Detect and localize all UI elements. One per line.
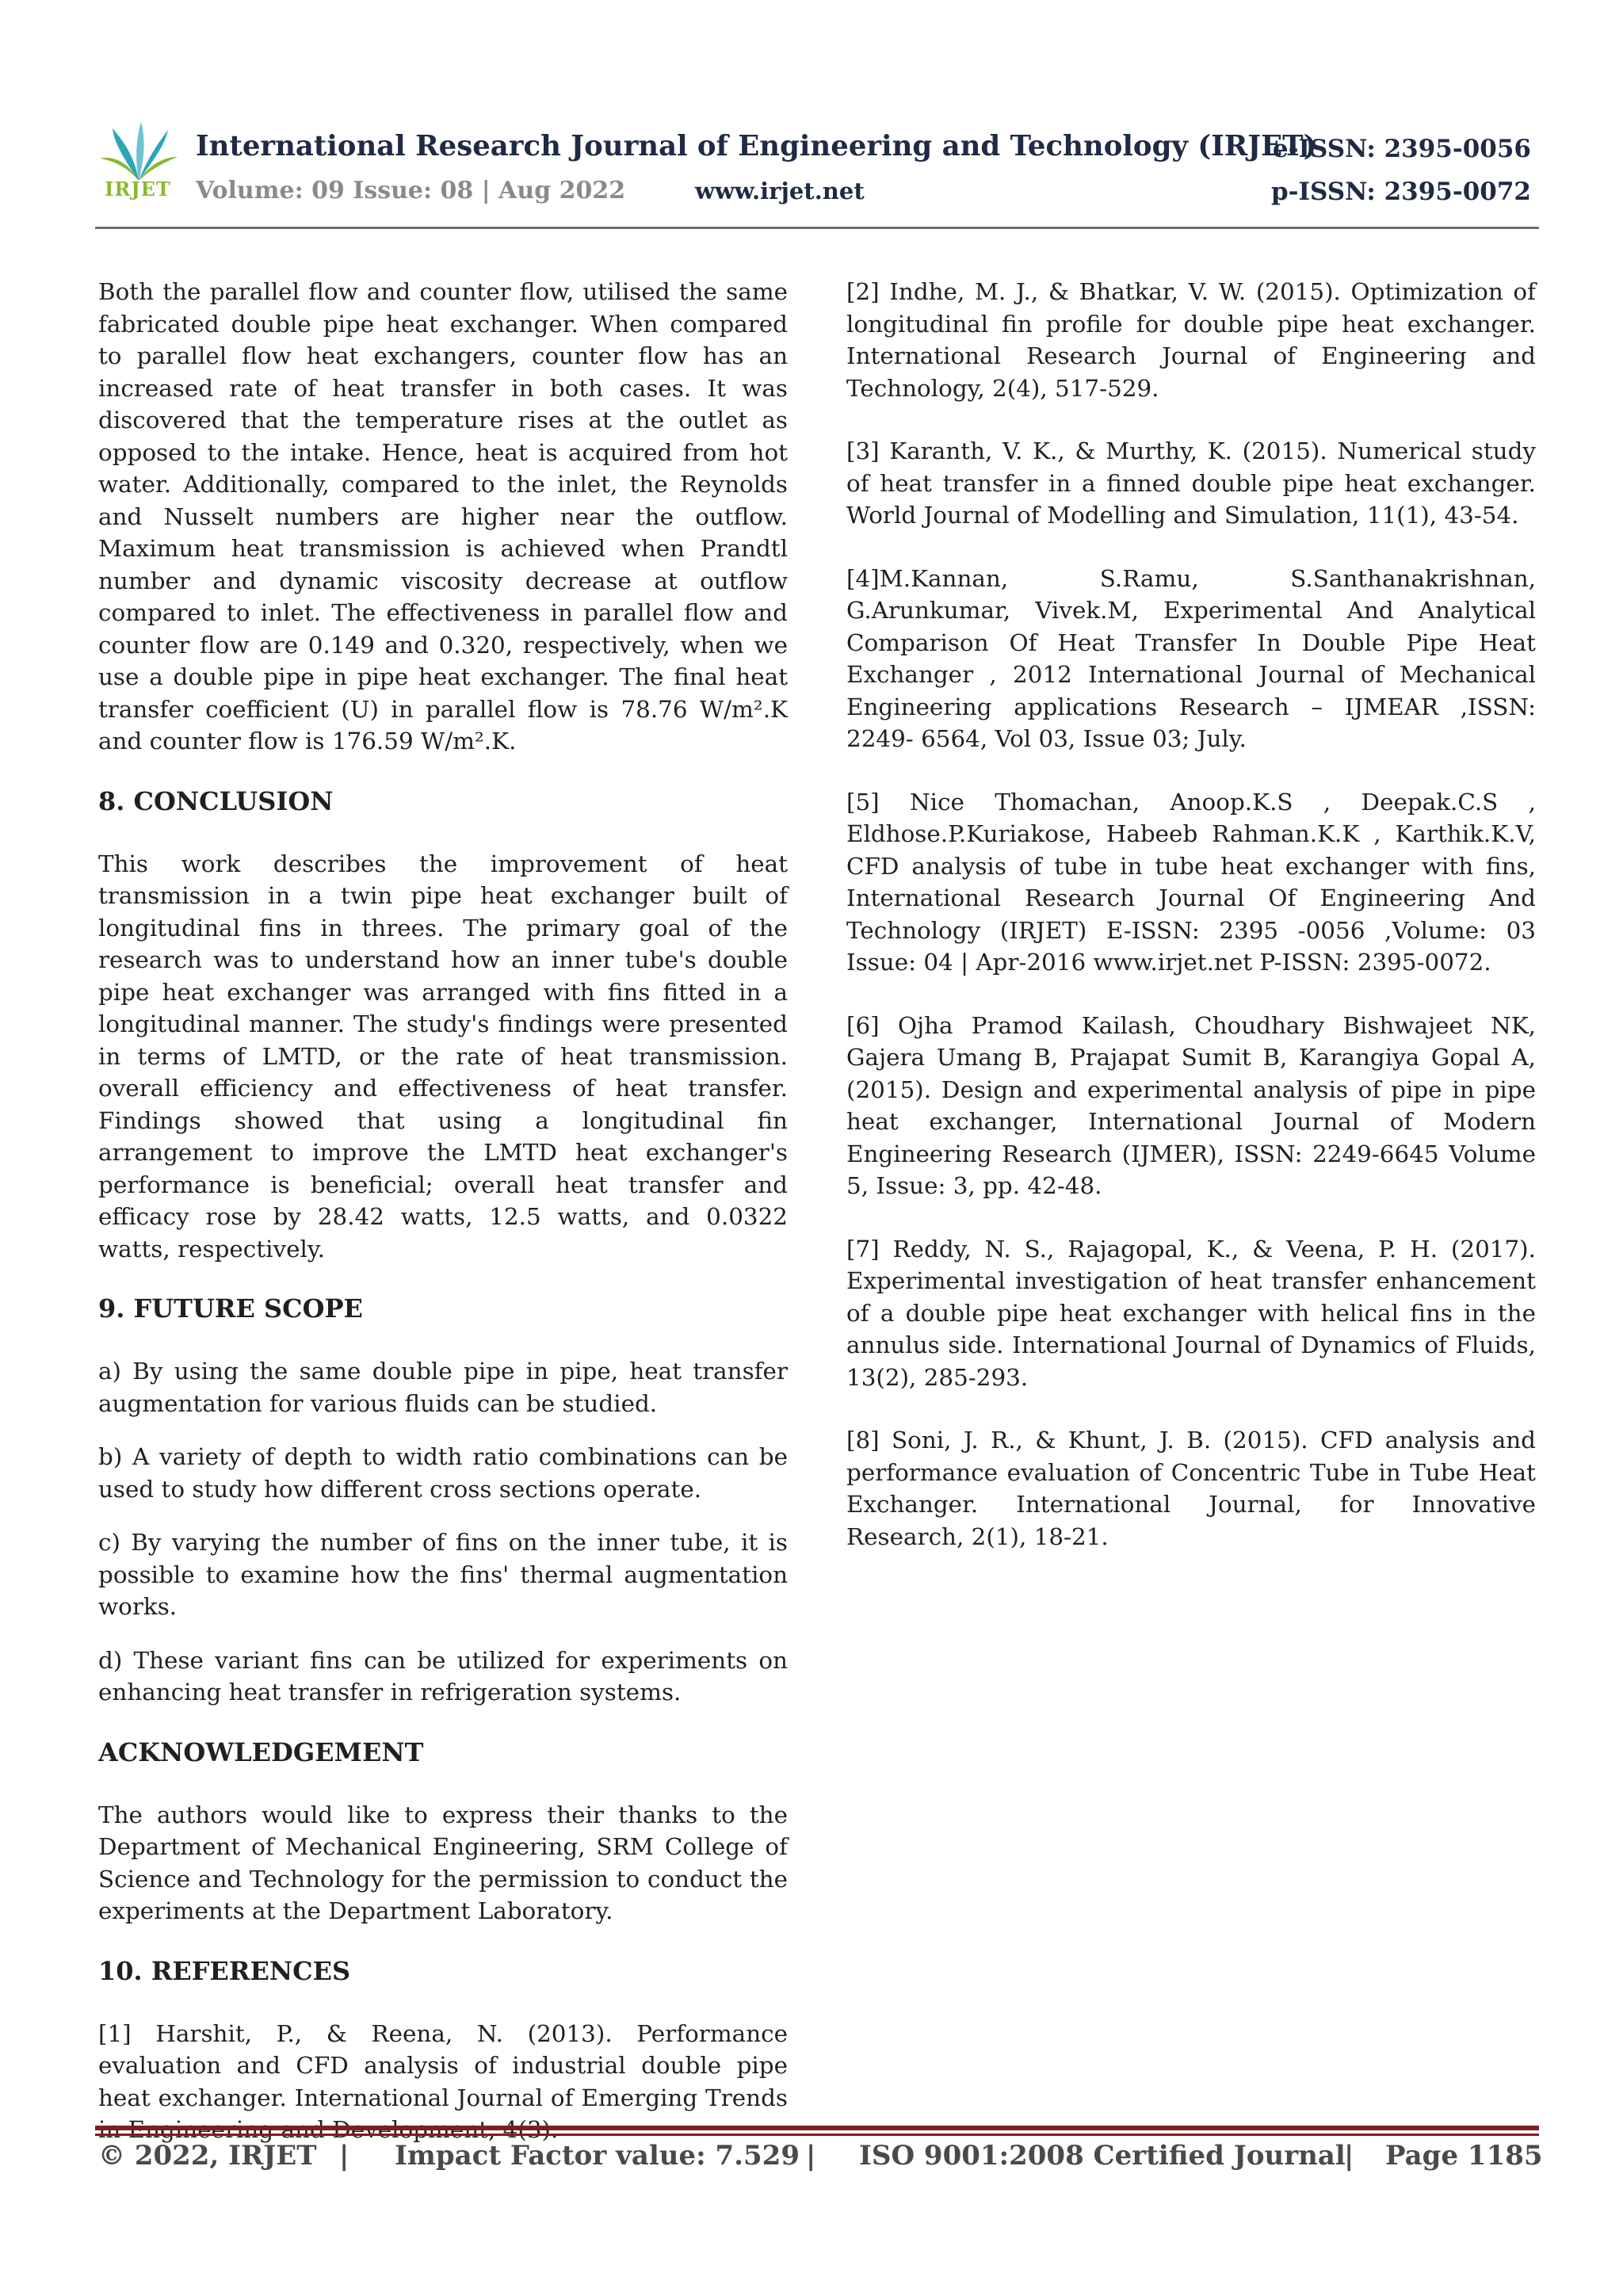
footer-page-number: Page 1185: [1385, 2140, 1543, 2172]
reference-1: [1] Harshit, P., & Reena, N. (2013). Performance evaluation and CFD analysis of industrial double pipe heat exchanger. International Journal of Emerging Trends: [98, 2019, 788, 2111]
reference-8: [8] Soni, J. R., & Khunt, J. B. (2015). CFD analysis and performance evaluation of Concentric Tube in Tube Heat Exchanger. International Journal, for Innovative Research, 2(1), 18-21.: [846, 1427, 1536, 1550]
reference-7: [7] Reddy, N. S., Rajagopal, K., & Veena, P. H. (2017). Experimental investigation of heat transfer enhancement of a double pipe heat exchanger with helical fins in the annulus side. International Journal of Dynamics of Fluids, 13(2), 285-293.: [846, 1235, 1536, 1391]
reference-2: [2] Indhe, M. J., & Bhatkar, V. W. (2015). Optimization of longitudinal fin profile for double pipe heat exchanger. International Research Journal of Engineering and Technology, 2(4), 517-529.: [846, 278, 1536, 402]
left-column: [98, 276, 788, 2146]
right-column: [846, 276, 1536, 1553]
leaf-logo-icon: [95, 119, 182, 182]
future-item-c: c) By varying the number of fins on the inner tube, it is possible to examine how the fins' thermal augmentation works.: [98, 1529, 788, 1620]
volume-issue: Volume: 09 Issue: 08 | Aug 2022: [196, 177, 626, 204]
header-divider: [95, 227, 1539, 229]
irjet-logo: [95, 119, 182, 218]
journal-website: www.irjet.net: [695, 178, 865, 204]
pissn: p-ISSN: 2395-0072: [1270, 178, 1531, 206]
future-item-a: a) By using the same double pipe in pipe, heat transfer augmentation for various fluids can be studied.: [98, 1358, 788, 1417]
acknowledgement-paragraph: The authors would like to express their thanks to the Department of Mechanical Engineering, SRM College of Science and Technology for the permission to conduct the experiments at the Department Laboratory.: [98, 1801, 788, 1924]
eissn: e-ISSN: 2395-0056: [1272, 135, 1531, 163]
footer-separator: |: [806, 2140, 816, 2172]
reference-6: [6] Ojha Pramod Kailash, Choudhary Bishwajeet NK, Gajera Umang B, Prajapat Sumit B, Karangiya Gopal A, (2015). Design and experimental analysis of pipe in pipe heat exchanger, International Journal of Modern Engineering Research (IJMER), ISSN: 2249-6645 Volume 5, Issue: 3, pp. 42-48.: [846, 1011, 1536, 1199]
footer-iso: ISO 9001:2008 Certified Journal: [859, 2140, 1346, 2172]
page-header: [95, 119, 1537, 230]
future-item-b: b) A variety of depth to width ratio combinations can be used to study how different cross sections operate.: [98, 1443, 788, 1503]
conclusion-heading: 8. CONCLUSION: [98, 785, 334, 816]
footer-separator: |: [339, 2140, 349, 2172]
footer-separator: |: [1344, 2140, 1354, 2172]
acknowledgement-heading: ACKNOWLEDGEMENT: [98, 1736, 424, 1767]
footer-divider-thick: [95, 2126, 1539, 2130]
future-item-d: d) These variant fins can be utilized for experiments on enhancing heat transfer in refrigeration systems.: [98, 1646, 788, 1706]
footer-impact-factor: Impact Factor value: 7.529: [395, 2140, 800, 2172]
page-footer: [98, 2140, 1543, 2179]
reference-3: [3] Karanth, V. K., & Murthy, K. (2015). Numerical study of heat transfer in a finned double pipe heat exchanger. World Journal of Modelling and Simulation, 11(1), 43-54.: [846, 437, 1536, 529]
intro-paragraph: Both the parallel flow and counter flow, utilised the same fabricated double pipe heat exchanger. When compared to parallel flow heat exchangers, counter flow has an increased rate of heat transfer in both cases. It was discovered that the temperature rises at the outlet as opposed to the intake. Hence, heat is acquired from hot water. Additionally, compared to the inlet, the Reynolds and Nusselt numbers are higher near the outflow. Maximum heat transmission is achieved when Prandtl number and dynamic viscosity decrease at outflow compared to inlet. The effectiveness in parallel flow and counter flow are 0.149 and 0.320, respectively, when we use a double pipe in pipe heat exchanger. The final heat transfer coefficient (U) in parallel flow is 78.76 W/m².K and counter flow is 176.59 W/m².K.: [98, 278, 788, 755]
footer-copyright: © 2022, IRJET: [98, 2140, 317, 2172]
footer-divider-thin: [95, 2134, 1539, 2136]
logo-text: IRJET: [105, 178, 171, 201]
conclusion-paragraph: This work describes the improvement of heat transmission in a twin pipe heat exchanger built of longitudinal fins in threes. The primary goal of the research was to understand how an inner tube's double pipe heat exchanger was arranged with fins fitted in a longitudinal manner. The study's findings were presented in terms of LMTD, or the rate of heat transmission. overall efficiency and effectiveness of heat transfer. Findings showed that using a longitudinal fin arrangement to improve the LMTD heat exchanger's performance is beneficial; overall heat transfer and efficacy rose by 28.42 watts, 12.5 watts, and 0.0322 watts, respectively.: [98, 850, 788, 1263]
future-scope-heading: 9. FUTURE SCOPE: [98, 1293, 363, 1324]
journal-title: International Research Journal of Engineering and Technology (IRJET): [196, 130, 1317, 162]
references-heading: 10. REFERENCES: [98, 1955, 351, 1986]
reference-4: [4]M.Kannan, S.Ramu, S.Santhanakrishnan, G.Arunkumar, Vivek.M, Experimental And Analytical Comparison Of Heat Transfer In Double Pipe Heat Exchanger , 2012 International Journal of Mechanical Engineering applications Research – IJMEAR ,ISSN: 2249- 6564, Vol 03, Issue 03; July.: [846, 564, 1536, 752]
reference-5: [5] Nice Thomachan, Anoop.K.S , Deepak.C.S , Eldhose.P.Kuriakose, Habeeb Rahman.K.K , Karthik.K.V, CFD analysis of tube in tube heat exchanger with fins, International Research Journal Of Engineering And Technology (IRJET) E-ISSN: 2395 -0056 ,Volume: 03 Issue: 04 | Apr-2016 www.irjet.net P-ISSN: 2395-0072.: [846, 788, 1536, 976]
